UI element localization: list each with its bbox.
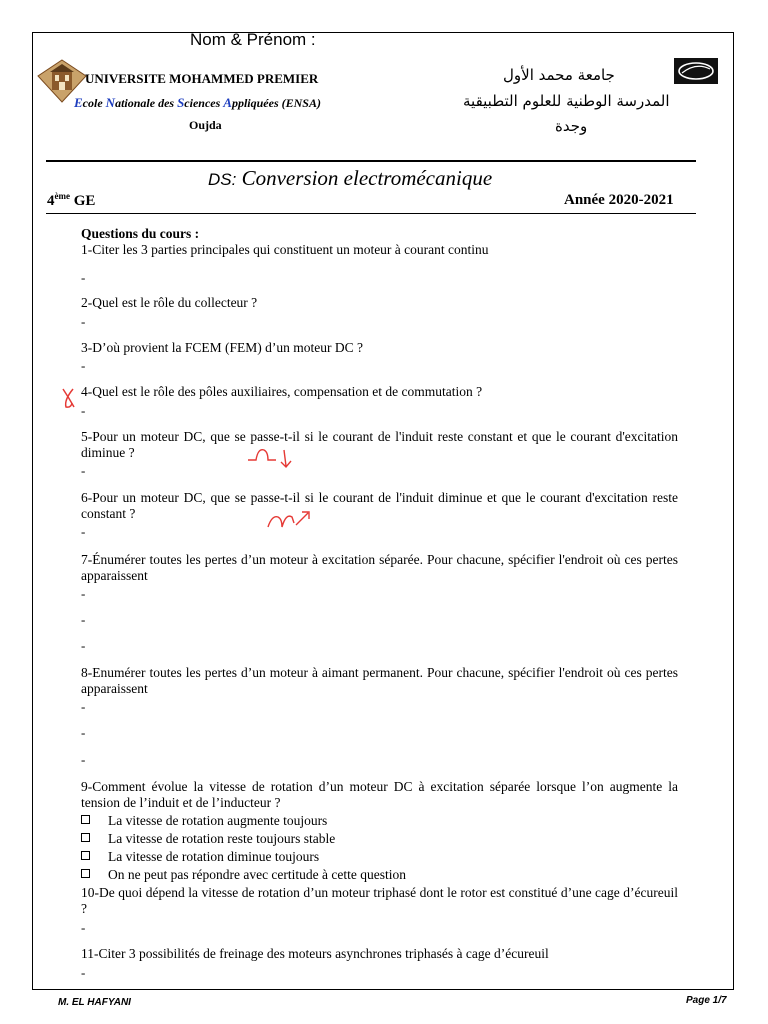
header-divider [46,160,696,162]
level-number: 4 [47,193,55,209]
answer-line: - [81,524,86,539]
checkbox-icon[interactable] [81,869,90,878]
school-initial-n: N [105,95,116,110]
answer-line: - [81,403,86,418]
school-part: ationale des [115,96,178,110]
q9-option-2[interactable]: La vitesse de rotation reste toujours stable [81,831,335,847]
exam-title [208,166,492,191]
q9-option-3[interactable]: La vitesse de rotation diminue toujours [81,849,319,865]
checkbox-icon[interactable] [81,851,90,860]
q9-option-1[interactable]: La vitesse de rotation augmente toujours [81,813,327,829]
school-initial-s: S [177,95,185,110]
answer-line: - [81,920,86,935]
arabic-city-name: وجدة [555,117,588,135]
answer-line: - [81,270,86,285]
section-title: Questions du cours : [81,226,200,241]
answer-line: - [81,725,86,740]
arabic-university-name: جامعة محمد الأول [503,66,615,84]
handwritten-decrease-curve-icon [246,444,296,472]
city-name: Oujda [189,118,222,132]
class-level [47,191,95,210]
school-part: cole [82,96,106,110]
school-name [74,95,321,111]
ensa-logo-icon [674,58,718,84]
question-3: 3-D’où provient la FCEM (FEM) d’un moteur DC ? [81,340,363,355]
question-8: 8-Enumérer toutes les pertes d’un moteur à aimant permanent. Pour chacune, spécifier l'endroit où ces pertes apparaissent [81,665,678,696]
academic-year: Année 2020-2021 [564,192,674,208]
question-1: 1-Citer les 3 parties principales qui constituent un moteur à courant continu [81,242,489,257]
checkbox-icon[interactable] [81,833,90,842]
handwritten-cross-icon [60,386,78,410]
school-initial-e: E [74,95,83,110]
university-name: UNIVERSITE MOHAMMED PREMIER [85,71,319,86]
question-5: 5-Pour un moteur DC, que se passe-t-il si le courant de l'induit reste constant et que le courant d'excitation diminue ? [81,429,678,460]
answer-line: - [81,314,86,329]
school-initial-a: A [223,95,232,110]
level-superscript: ème [54,191,70,201]
answer-line: - [81,612,86,627]
handwritten-increase-curve-icon [266,507,316,535]
answer-line: - [81,699,86,714]
question-4: 4-Quel est le rôle des pôles auxiliaires, compensation et de commutation ? [81,384,483,399]
nom-prenom-label: Nom & Prénom : [190,30,316,49]
arabic-school-name: المدرسة الوطنية للعلوم التطبيقية [463,92,670,110]
checkbox-icon[interactable] [81,815,90,824]
question-2: 2-Quel est le rôle du collecteur ? [81,295,258,310]
question-10: 10-De quoi dépend la vitesse de rotation d’un moteur triphasé dont le rotor est constitué d’une cage d’écureuil ? [81,885,678,916]
q9-option-4[interactable]: On ne peut pas répondre avec certitude à cette question [81,867,406,883]
footer-author: M. EL HAFYANI [58,997,131,1008]
answer-line: - [81,463,86,478]
level-name: GE [70,193,96,209]
exam-prefix: DS: [208,170,237,189]
answer-line: - [81,358,86,373]
title-divider [46,213,696,214]
answer-line: - [81,638,86,653]
question-11: 11-Citer 3 possibilités de freinage des moteurs asynchrones triphasés à cage d’écureuil [81,946,549,961]
question-6: 6-Pour un moteur DC, que se passe-t-il si le courant de l'induit diminue et que le courant d'excitation reste constant ? [81,490,678,521]
school-part: ciences [184,96,224,110]
exam-subject: Conversion electromécanique [236,166,493,190]
question-7: 7-Énumérer toutes les pertes d’un moteur à excitation séparée. Pour chacune, spécifier l'endroit où ces pertes apparaissent [81,552,678,583]
footer-page-number: Page 1/7 [686,995,727,1006]
answer-line: - [81,965,86,980]
question-9: 9-Comment évolue la vitesse de rotation d’un moteur DC à excitation séparée lorsque l’on augmente la tension de l’induit et de l’inducteur ? [81,779,678,810]
answer-line: - [81,586,86,601]
answer-line: - [81,752,86,767]
school-part: ppliquées (ENSA) [231,96,321,110]
